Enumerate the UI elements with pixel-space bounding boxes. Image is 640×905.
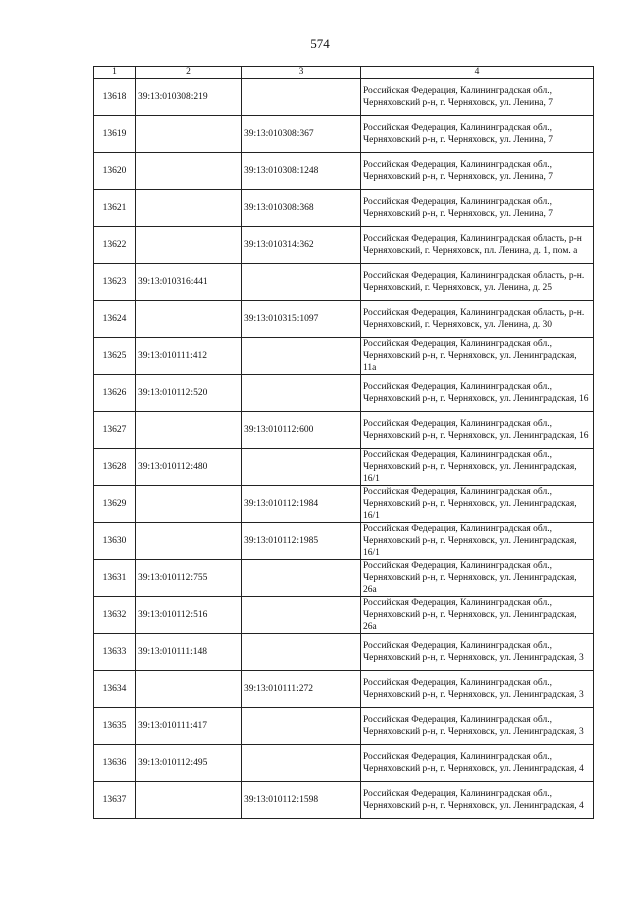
cadastral-number-cell-col2 xyxy=(136,486,242,523)
row-number-cell: 13626 xyxy=(94,375,136,412)
cadastral-number-cell-col3: 39:13:010315:1097 xyxy=(242,301,361,338)
table-row xyxy=(94,227,594,264)
header-cell-3: 3 xyxy=(242,67,361,79)
cadastral-number-cell-col2 xyxy=(136,227,242,264)
row-number-cell: 13623 xyxy=(94,264,136,301)
table-row xyxy=(94,338,594,375)
row-number-cell: 13632 xyxy=(94,597,136,634)
row-number-cell: 13618 xyxy=(94,79,136,116)
address-cell: Российская Федерация, Калининградская обл., Черняховский р-н, г. Черняховск, ул. Ленинградская, 26а xyxy=(361,560,594,597)
table-row xyxy=(94,375,594,412)
table-row xyxy=(94,190,594,227)
table-row xyxy=(94,597,594,634)
address-cell: Российская Федерация, Калининградская обл., Черняховский р-н, г. Черняховск, ул. Ленина, 7 xyxy=(361,79,594,116)
address-cell: Российская Федерация, Калининградская обл., Черняховский р-н, г. Черняховск, ул. Ленинградская, 11а xyxy=(361,338,594,375)
address-cell: Российская Федерация, Калининградская обл., Черняховский р-н, г. Черняховск, ул. Ленина, 7 xyxy=(361,190,594,227)
cadastral-number-cell-col3 xyxy=(242,79,361,116)
address-cell: Российская Федерация, Калининградская обл., Черняховский р-н, г. Черняховск, ул. Ленинградская, 16 xyxy=(361,412,594,449)
table-row xyxy=(94,486,594,523)
cadastral-number-cell-col2: 39:13:010308:219 xyxy=(136,79,242,116)
cadastral-number-cell-col2: 39:13:010112:516 xyxy=(136,597,242,634)
cadastral-number-cell-col2 xyxy=(136,523,242,560)
table-row xyxy=(94,264,594,301)
row-number-cell: 13633 xyxy=(94,634,136,671)
table-row xyxy=(94,634,594,671)
address-cell: Российская Федерация, Калининградская обл., Черняховский р-н, г. Черняховск, ул. Ленина, 7 xyxy=(361,116,594,153)
cadastral-number-cell-col3 xyxy=(242,375,361,412)
cadastral-number-cell-col3 xyxy=(242,560,361,597)
cadastral-number-cell-col3 xyxy=(242,597,361,634)
cadastral-number-cell-col2 xyxy=(136,153,242,190)
address-cell: Российская Федерация, Калининградская обл., Черняховский р-н, г. Черняховск, ул. Ленинградская, 3 xyxy=(361,708,594,745)
table-row xyxy=(94,782,594,819)
table-row xyxy=(94,671,594,708)
address-cell: Российская Федерация, Калининградская обл., Черняховский р-н, г. Черняховск, ул. Ленинградская, 16/1 xyxy=(361,486,594,523)
cadastral-number-cell-col3 xyxy=(242,745,361,782)
cadastral-number-cell-col3: 39:13:010112:1985 xyxy=(242,523,361,560)
cadastral-number-cell-col3: 39:13:010308:1248 xyxy=(242,153,361,190)
table-row xyxy=(94,301,594,338)
cadastral-number-cell-col2: 39:13:010111:417 xyxy=(136,708,242,745)
row-number-cell: 13637 xyxy=(94,782,136,819)
row-number-cell: 13631 xyxy=(94,560,136,597)
header-cell-2: 2 xyxy=(136,67,242,79)
cadastral-number-cell-col3: 39:13:010112:1984 xyxy=(242,486,361,523)
address-cell: Российская Федерация, Калининградская обл., Черняховский р-н, г. Черняховск, ул. Ленинградская, 16/1 xyxy=(361,449,594,486)
page-number: 574 xyxy=(310,36,330,51)
address-cell: Российская Федерация, Калининградская обл., Черняховский р-н, г. Черняховск, ул. Ленинградская, 3 xyxy=(361,634,594,671)
cadastral-number-cell-col2 xyxy=(136,190,242,227)
cadastral-number-cell-col3: 39:13:010308:368 xyxy=(242,190,361,227)
row-number-cell: 13628 xyxy=(94,449,136,486)
address-cell: Российская Федерация, Калининградская область, р-н Черняховский, г. Черняховск, пл. Ленина, д. 1, пом. а xyxy=(361,227,594,264)
cadastral-number-cell-col3 xyxy=(242,708,361,745)
row-number-cell: 13630 xyxy=(94,523,136,560)
cadastral-number-cell-col3 xyxy=(242,449,361,486)
row-number-cell: 13627 xyxy=(94,412,136,449)
row-number-cell: 13629 xyxy=(94,486,136,523)
registry-table xyxy=(93,66,594,819)
table-row xyxy=(94,745,594,782)
row-number-cell: 13621 xyxy=(94,190,136,227)
table-row xyxy=(94,79,594,116)
row-number-cell: 13622 xyxy=(94,227,136,264)
row-number-cell: 13635 xyxy=(94,708,136,745)
address-cell: Российская Федерация, Калининградская область, р-н. Черняховский, г. Черняховск, ул. Ленина, д. 30 xyxy=(361,301,594,338)
table-body xyxy=(94,79,594,819)
cadastral-number-cell-col2 xyxy=(136,116,242,153)
cadastral-number-cell-col2: 39:13:010112:755 xyxy=(136,560,242,597)
cadastral-number-cell-col3: 39:13:010111:272 xyxy=(242,671,361,708)
address-cell: Российская Федерация, Калининградская обл., Черняховский р-н, г. Черняховск, ул. Ленинградская, 4 xyxy=(361,782,594,819)
table-row xyxy=(94,708,594,745)
row-number-cell: 13619 xyxy=(94,116,136,153)
header-cell-4: 4 xyxy=(361,67,594,79)
address-cell: Российская Федерация, Калининградская обл., Черняховский р-н, г. Черняховск, ул. Ленинградская, 4 xyxy=(361,745,594,782)
cadastral-number-cell-col2: 39:13:010112:520 xyxy=(136,375,242,412)
cadastral-number-cell-col2 xyxy=(136,301,242,338)
cadastral-number-cell-col2 xyxy=(136,671,242,708)
table-row xyxy=(94,153,594,190)
address-cell: Российская Федерация, Калининградская область, р-н. Черняховский, г. Черняховск, ул. Ленина, д. 25 xyxy=(361,264,594,301)
cadastral-number-cell-col3: 39:13:010308:367 xyxy=(242,116,361,153)
cadastral-number-cell-col2: 39:13:010111:412 xyxy=(136,338,242,375)
table-row xyxy=(94,449,594,486)
row-number-cell: 13620 xyxy=(94,153,136,190)
cadastral-number-cell-col3 xyxy=(242,264,361,301)
header-row xyxy=(94,67,594,79)
cadastral-number-cell-col3: 39:13:010314:362 xyxy=(242,227,361,264)
table-row xyxy=(94,116,594,153)
cadastral-number-cell-col2 xyxy=(136,782,242,819)
cadastral-number-cell-col2: 39:13:010316:441 xyxy=(136,264,242,301)
cadastral-number-cell-col3: 39:13:010112:600 xyxy=(242,412,361,449)
cadastral-number-cell-col3: 39:13:010112:1598 xyxy=(242,782,361,819)
cadastral-number-cell-col3 xyxy=(242,634,361,671)
address-cell: Российская Федерация, Калининградская обл., Черняховский р-н, г. Черняховск, ул. Ленинградская, 16/1 xyxy=(361,523,594,560)
cadastral-number-cell-col3 xyxy=(242,338,361,375)
cadastral-number-cell-col2: 39:13:010111:148 xyxy=(136,634,242,671)
address-cell: Российская Федерация, Калининградская обл., Черняховский р-н, г. Черняховск, ул. Ленинградская, 26а xyxy=(361,597,594,634)
cadastral-number-cell-col2: 39:13:010112:480 xyxy=(136,449,242,486)
address-cell: Российская Федерация, Калининградская обл., Черняховский р-н, г. Черняховск, ул. Ленинградская, 3 xyxy=(361,671,594,708)
cadastral-number-cell-col2 xyxy=(136,412,242,449)
address-cell: Российская Федерация, Калининградская обл., Черняховский р-н, г. Черняховск, ул. Ленинградская, 16 xyxy=(361,375,594,412)
row-number-cell: 13636 xyxy=(94,745,136,782)
table-row xyxy=(94,523,594,560)
table-row xyxy=(94,412,594,449)
table-row xyxy=(94,560,594,597)
header-cell-1: 1 xyxy=(94,67,136,79)
row-number-cell: 13624 xyxy=(94,301,136,338)
cadastral-number-cell-col2: 39:13:010112:495 xyxy=(136,745,242,782)
address-cell: Российская Федерация, Калининградская обл., Черняховский р-н, г. Черняховск, ул. Ленина, 7 xyxy=(361,153,594,190)
row-number-cell: 13634 xyxy=(94,671,136,708)
row-number-cell: 13625 xyxy=(94,338,136,375)
